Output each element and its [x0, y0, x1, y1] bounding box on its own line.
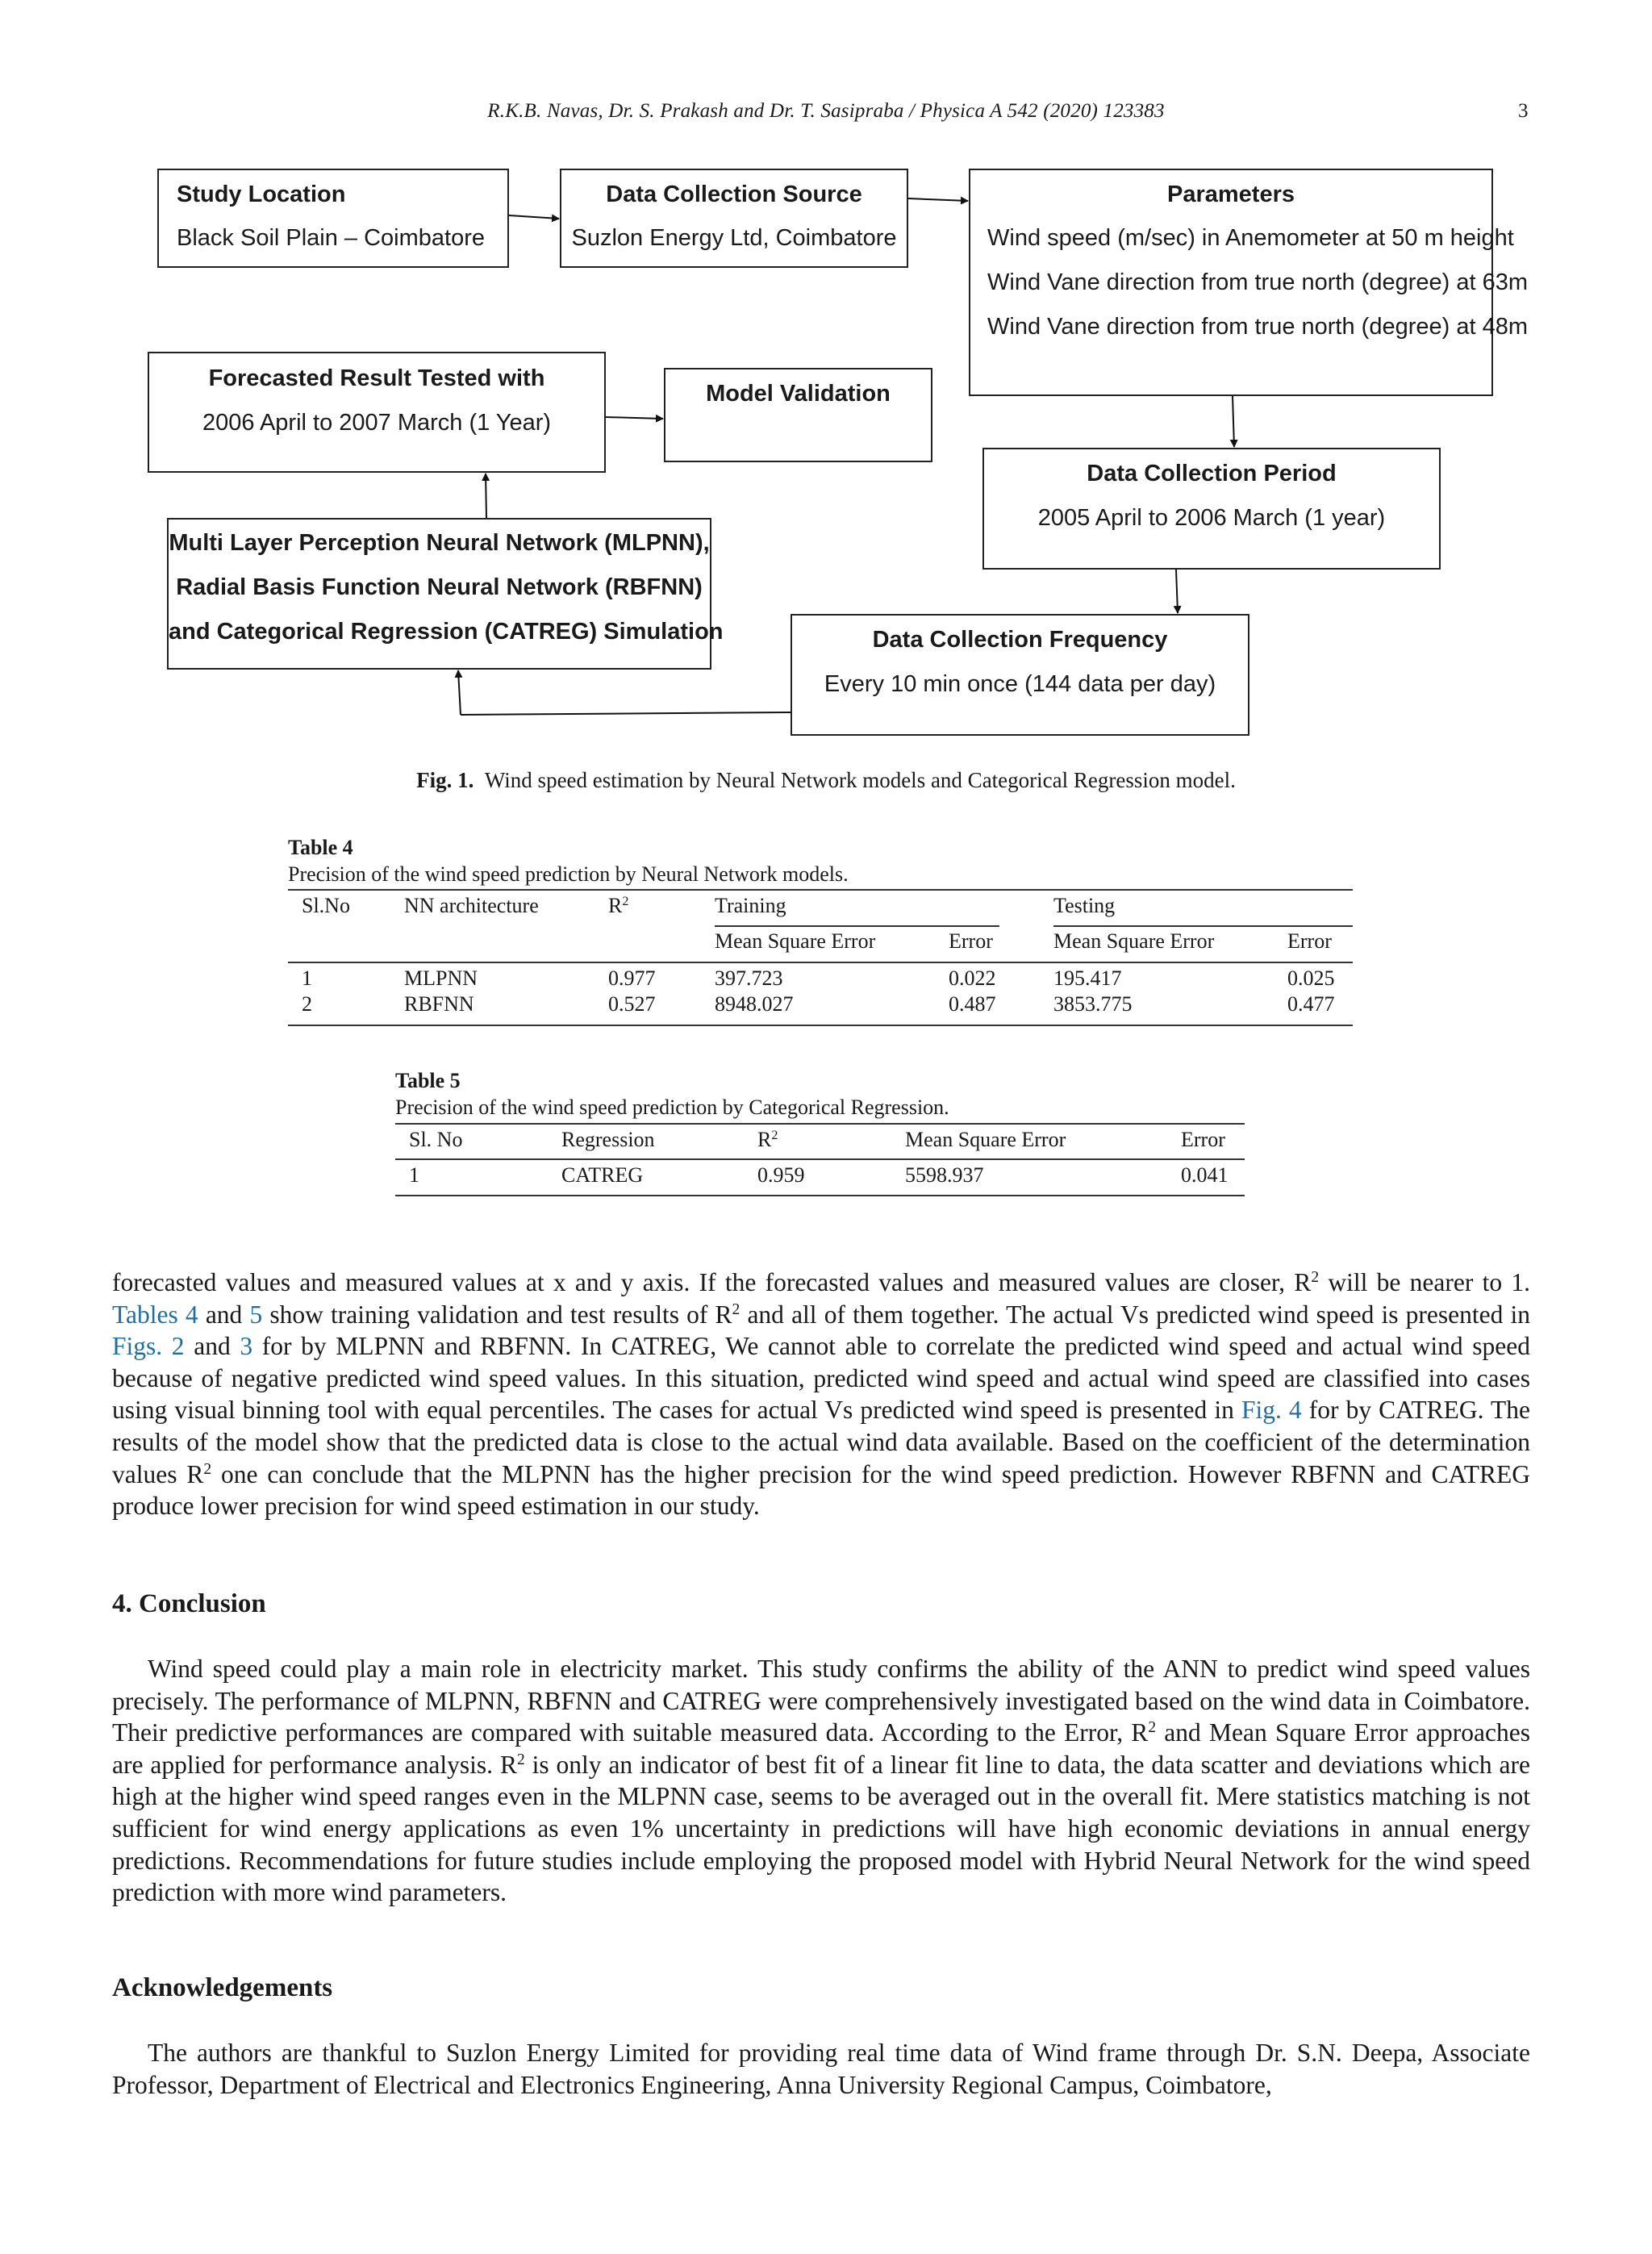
parameters-line-1: Wind speed (m/sec) in Anemometer at 50 m height	[987, 225, 1514, 251]
frequency-title: Data Collection Frequency	[872, 627, 1168, 653]
t4-r1-train-err: 0.022	[949, 966, 996, 990]
running-header: R.K.B. Navas, Dr. S. Prakash and Dr. T. Sasipraba / Physica A 542 (2020) 123383	[487, 100, 1165, 122]
link-figs-2[interactable]: Figs. 2	[112, 1332, 185, 1361]
t4-r2-test-mse: 3853.775	[1053, 992, 1133, 1016]
t5-r1-r2: 0.959	[757, 1163, 805, 1187]
t5-r1-err: 0.041	[1181, 1163, 1229, 1187]
flowchart-arrows	[0, 0, 1652, 774]
arrow-source-to-parameters	[908, 198, 968, 201]
t4-r2-r2: 0.527	[608, 992, 656, 1016]
t4-r1-train-mse: 397.723	[715, 966, 783, 990]
parameters-title: Parameters	[1167, 182, 1295, 207]
t4-h-r2: $R^2$	[608, 894, 629, 917]
simulation-line-1: Multi Layer Perception Neural Network (MLPNN),	[169, 530, 710, 556]
t5-h-mse: Mean Square Error	[905, 1128, 1066, 1151]
period-text: 2005 April to 2006 March (1 year)	[1037, 505, 1386, 531]
t4-r2-train-mse: 8948.027	[715, 992, 794, 1016]
t4-sh-test-mse: Mean Square Error	[1053, 929, 1215, 953]
table5-bottom-rule	[395, 1195, 1245, 1196]
results-paragraph: forecasted values and measured values at x and y axis. If the forecasted values and measured values are closer, $R^2$ will be nearer to 1. Tables 4 and 5 show training validation and test results of $R^2$ and all of them together. The actual Vs predicted wind speed is presented in Figs. 2 and 3 for by MLPNN and RBFNN. In CATREG, We cannot able to correlate the predicted wind speed and actual wind speed because of negative predicted wind speed values. In this situation, predicted wind speed and actual wind speed are classified into cases using visual binning tool with equal percentiles. The cases for actual Vs predicted wind speed is presented in Fig. 4 for by CATREG. The results of the model show that the predicted data is close to the actual wind data available. Based on the coefficient of the determination values $R^2$ one can conclude that the MLPNN has the higher precision for the wind speed prediction. However RBFNN and CATREG produce lower precision for wind speed estimation in our study.	[112, 1268, 1531, 1521]
link-tables-4[interactable]: Tables 4	[112, 1300, 198, 1329]
table5-top-rule	[395, 1123, 1245, 1125]
forecast-title: Forecasted Result Tested with	[208, 365, 545, 391]
table5-caption	[395, 1067, 949, 1121]
t4-sh-train-err: Error	[949, 929, 993, 953]
arrow-location-to-source	[509, 215, 559, 219]
data-source-title: Data Collection Source	[606, 182, 862, 207]
t4-h-slno: Sl.No	[302, 894, 350, 917]
t5-h-r2: $R^2$	[757, 1128, 778, 1151]
t5-h-err: Error	[1181, 1128, 1225, 1151]
t4-r1-test-mse: 195.417	[1053, 966, 1122, 990]
t5-r1-reg: CATREG	[561, 1163, 644, 1187]
study-location-title: Study Location	[177, 182, 346, 207]
simulation-line-3: and Categorical Regression (CATREG) Simulation	[169, 619, 724, 645]
forecast-text: 2006 April to 2007 March (1 Year)	[202, 410, 552, 436]
frequency-text: Every 10 min once (144 data per day)	[824, 671, 1216, 697]
t5-h-reg: Regression	[561, 1128, 655, 1151]
t5-r1-slno: 1	[409, 1163, 419, 1187]
t4-h-training: Training	[715, 894, 786, 917]
acknowledgements-paragraph: The authors are thankful to Suzlon Energy Limited for providing real time data of Wind frame through Dr. S.N. Deepa, Associate Professor, Department of Electrical and Electronics Engineering, Anna University Regional Campus, Coimbatore,	[112, 2039, 1530, 2099]
figure-caption	[0, 768, 1652, 793]
period-title: Data Collection Period	[1087, 461, 1337, 486]
section-conclusion-heading: 4. Conclusion	[112, 1589, 266, 1618]
table4-label: Table 4	[288, 836, 353, 859]
t5-h-slno: Sl. No	[409, 1128, 463, 1151]
conclusion-paragraph: Wind speed could play a main role in electricity market. This study confirms the ability of the ANN to predict wind speed values precisely. The performance of MLPNN, RBFNN and CATREG were comprehensively investigated based on the wind data in Coimbatore. Their predictive performances are compared with suitable measured data. According to the Error, $R^2$ and Mean Square Error approaches are applied for performance analysis. $R^2$ is only an indicator of best fit of a linear fit line to data, the data scatter and deviations which are high at the higher wind speed ranges even in the MLPNN case, seems to be averaged out in the overall fit. Mere statistics matching is not sufficient for wind energy applications as even 1% uncertainty in predictions will have high economic deviations in annual energy predictions. Recommendations for future studies include employing the proposed model with Hybrid Neural Network for the wind speed prediction with more wind parameters.	[112, 1655, 1530, 1907]
validation-title: Model Validation	[706, 381, 891, 407]
t4-r1-slno: 1	[302, 966, 312, 990]
table4-top-rule	[288, 889, 1353, 891]
arrow-frequency-to-simulation-v	[458, 670, 461, 715]
table4-title: Precision of the wind speed prediction by Neural Network models.	[288, 862, 849, 886]
table4-testing-rule	[1053, 925, 1353, 927]
table4-caption	[288, 834, 849, 887]
figure-caption-label: Fig. 1.	[416, 768, 474, 792]
t5-r1-mse: 5598.937	[905, 1163, 984, 1187]
link-fig-3[interactable]: 3	[240, 1332, 253, 1361]
t4-sh-test-err: Error	[1287, 929, 1332, 953]
page-number: 3	[1518, 100, 1529, 122]
arrow-forecast-to-validation	[606, 417, 663, 419]
acknowledgements-heading: Acknowledgements	[112, 1973, 333, 2002]
t4-r1-test-err: 0.025	[1287, 966, 1335, 990]
table5-header-rule	[395, 1158, 1245, 1160]
t4-r1-arch: MLPNN	[404, 966, 478, 990]
table4-bottom-rule	[288, 1025, 1353, 1026]
t4-r2-test-err: 0.477	[1287, 992, 1335, 1016]
study-location-text: Black Soil Plain – Coimbatore	[177, 225, 486, 251]
figure-caption-text: Wind speed estimation by Neural Network models and Categorical Regression model.	[484, 768, 1236, 792]
t4-sh-train-mse: Mean Square Error	[715, 929, 876, 953]
table5-label: Table 5	[395, 1069, 461, 1092]
t4-r1-r2: 0.977	[608, 966, 656, 990]
t4-h-arch: NN architecture	[404, 894, 539, 917]
data-source-text: Suzlon Energy Ltd, Coimbatore	[571, 225, 897, 251]
t4-r2-arch: RBFNN	[404, 992, 474, 1016]
table4-training-rule	[715, 925, 999, 927]
arrow-parameters-to-period	[1233, 396, 1234, 447]
table4-header-rule	[288, 962, 1353, 963]
simulation-line-2: Radial Basis Function Neural Network (RBFNN)	[176, 574, 703, 600]
arrow-period-to-frequency	[1176, 570, 1178, 613]
t4-r2-slno: 2	[302, 992, 312, 1016]
table5-title: Precision of the wind speed prediction by Categorical Regression.	[395, 1096, 949, 1119]
link-fig-4[interactable]: Fig. 4	[1241, 1396, 1302, 1425]
parameters-line-3: Wind Vane direction from true north (degree) at 48m	[987, 314, 1529, 340]
parameters-line-2: Wind Vane direction from true north (degree) at 63m	[987, 269, 1529, 295]
link-table-5[interactable]: 5	[249, 1300, 263, 1329]
t4-r2-train-err: 0.487	[949, 992, 996, 1016]
arrow-frequency-to-simulation-h	[461, 712, 791, 715]
t4-h-testing: Testing	[1053, 894, 1116, 917]
